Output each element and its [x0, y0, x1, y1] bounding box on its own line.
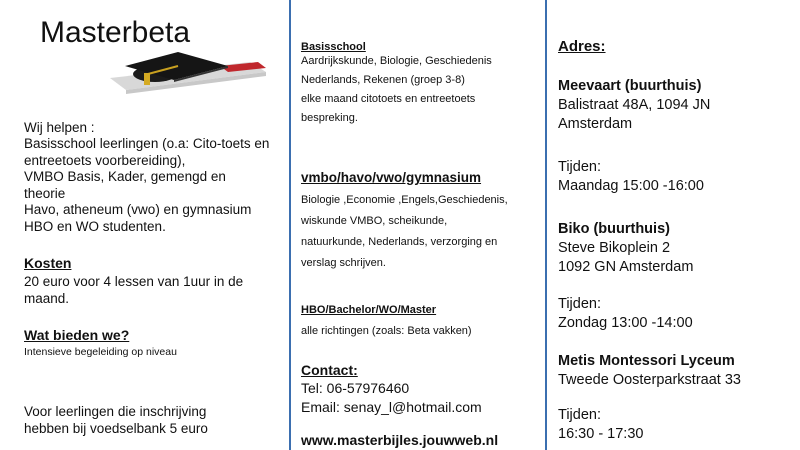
location-address: Amsterdam [558, 116, 633, 132]
cost-text [24, 273, 243, 307]
column-divider-left [289, 0, 291, 450]
help-line: entreetoets voorbereiding), [24, 152, 186, 168]
website-link[interactable]: www.masterbijles.jouwweb.nl [301, 432, 499, 448]
contact-heading: Contact: [301, 362, 358, 378]
help-line: Havo, atheneum (vwo) en gymnasium [24, 202, 252, 217]
basis-line: bespreking. [301, 112, 358, 124]
basis-line: Aardrijkskunde, Biologie, Geschiedenis [301, 55, 492, 67]
hbo-text: alle richtingen (zoals: Beta vakken) [301, 325, 472, 337]
graduation-cap-icon [100, 44, 270, 94]
help-line: theorie [24, 185, 66, 201]
address-heading: Adres: [558, 38, 606, 55]
vo-line: natuurkunde, Nederlands, verzorging en [301, 236, 498, 248]
vo-line: Biologie ,Economie ,Engels,Geschiedenis, [301, 194, 508, 206]
cost-line: 20 euro voor 4 lessen van 1uur in de [24, 274, 244, 289]
basis-line: elke maand citotoets en entreetoets [301, 93, 476, 105]
location-time: Zondag 13:00 -14:00 [558, 315, 693, 331]
vo-line: wiskunde VMBO, scheikunde, [301, 215, 448, 227]
column-divider-right [545, 0, 547, 450]
cost-heading: Kosten [24, 255, 72, 271]
location-address: Balistraat 48A, 1094 JN [558, 97, 711, 113]
vo-heading: vmbo/havo/vwo/gymnasium [301, 170, 482, 185]
location-time: Maandag 15:00 -16:00 [558, 178, 704, 194]
location-address: Tweede Oosterparkstraat 33 [558, 372, 741, 388]
location-address: Steve Bikoplein 2 [558, 240, 671, 256]
location-time-label: Tijden: [558, 407, 601, 423]
vo-line: verslag schrijven. [301, 257, 386, 269]
brand-title: Masterbeta [40, 16, 191, 49]
basis-list [301, 52, 492, 128]
contact-email[interactable]: Email: senay_l@hotmail.com [301, 399, 482, 415]
location-name: Metis Montessori Lyceum [558, 353, 735, 369]
help-line: Basisschool leerlingen (o.a: Cito-toets en [24, 136, 270, 151]
offer-text: Intensieve begeleiding op niveau [24, 346, 177, 358]
offer-heading: Wat bieden we? [24, 327, 130, 343]
help-line: HBO en WO studenten. [24, 218, 166, 234]
help-line: VMBO Basis, Kader, gemengd en [24, 169, 226, 184]
location-time: 16:30 - 17:30 [558, 426, 644, 442]
help-heading: Wij helpen : [24, 120, 95, 135]
location-time-label: Tijden: [558, 296, 601, 312]
food-line: hebben bij voedselbank 5 euro [24, 421, 208, 436]
basis-heading: Basisschool [301, 41, 366, 53]
vo-list [301, 190, 508, 274]
location-address: 1092 GN Amsterdam [558, 259, 694, 275]
hbo-heading: HBO/Bachelor/WO/Master [301, 304, 437, 316]
location-time-label: Tijden: [558, 159, 601, 175]
location-name: Meevaart (buurthuis) [558, 78, 702, 94]
contact-phone: Tel: 06-57976460 [301, 380, 410, 396]
cost-line: maand. [24, 291, 70, 306]
food-line: Voor leerlingen die inschrijving [24, 404, 207, 419]
location-name: Biko (buurthuis) [558, 221, 670, 237]
help-list [24, 136, 286, 235]
food-bank-note [24, 403, 208, 437]
basis-line: Nederlands, Rekenen (groep 3-8) [301, 74, 465, 86]
